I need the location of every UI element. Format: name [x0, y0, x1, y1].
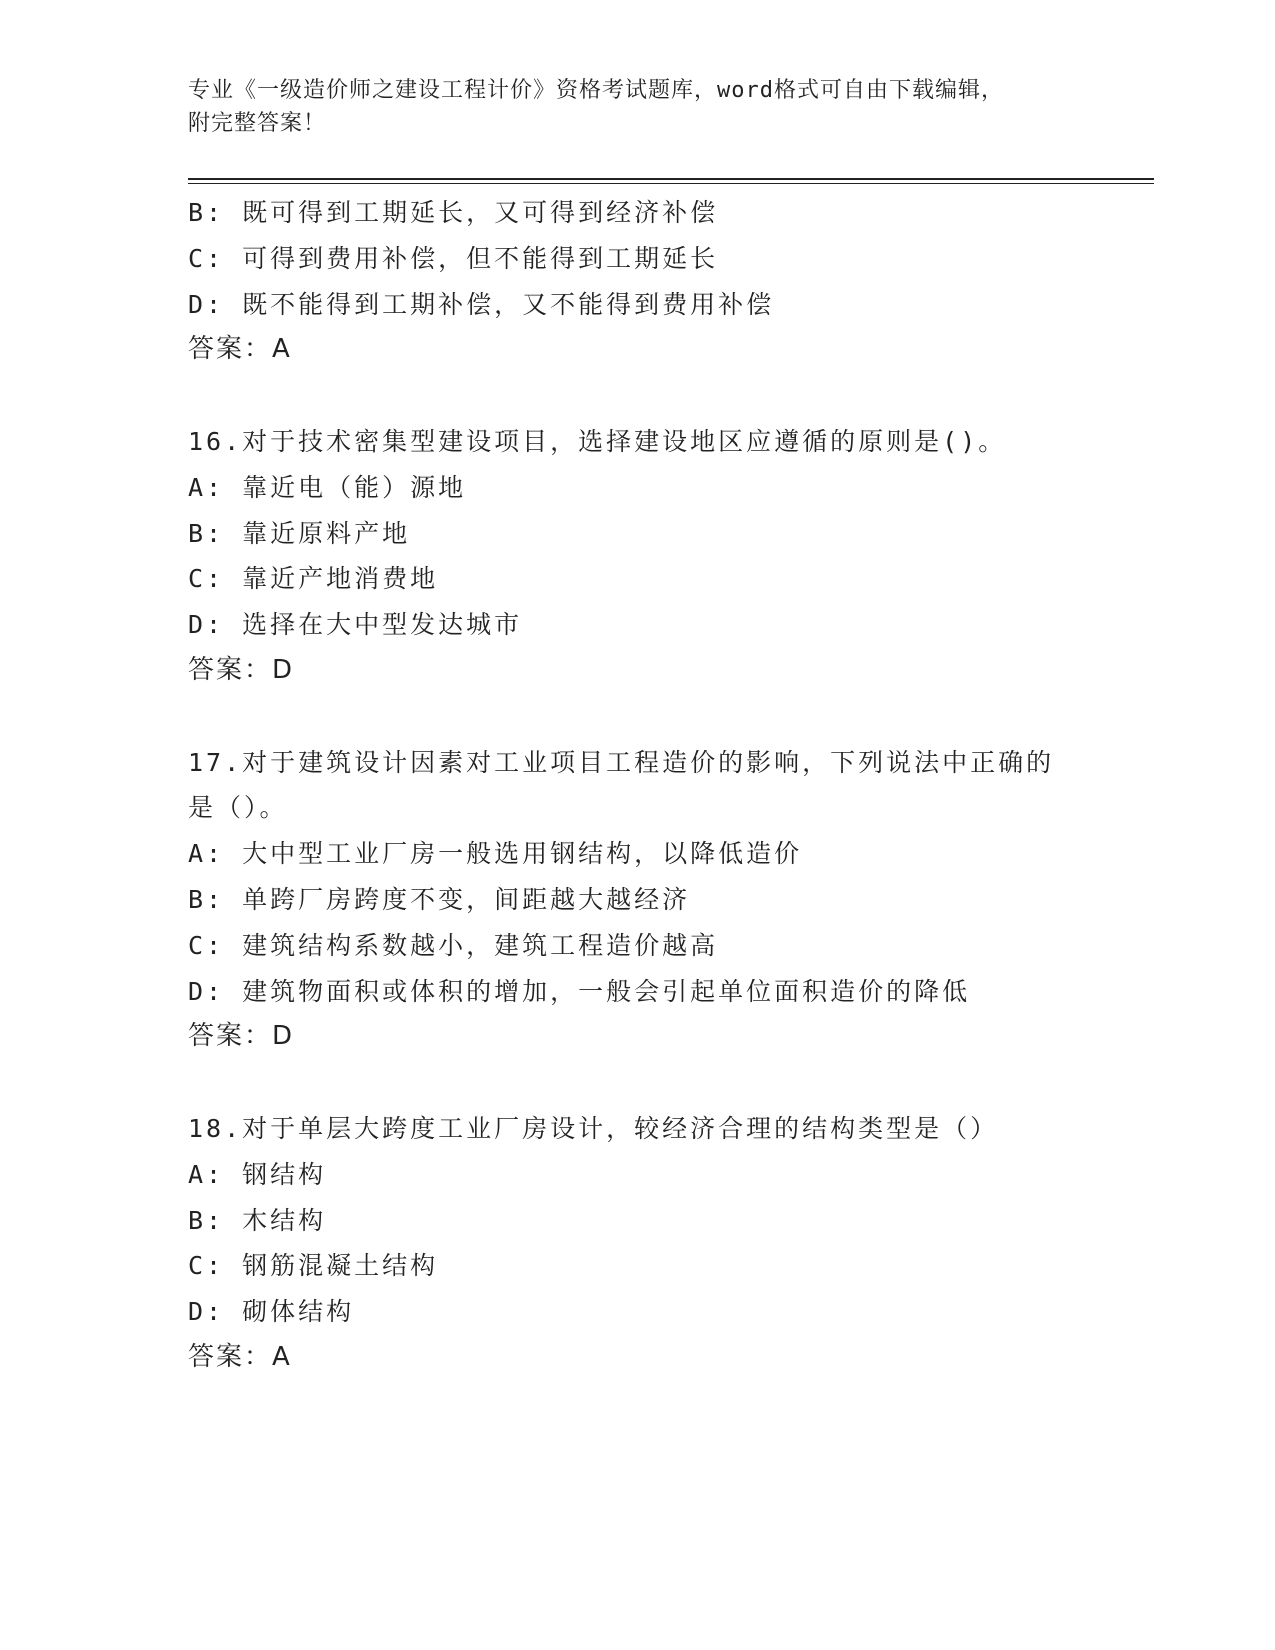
option-d: D: 选择在大中型发达城市 — [188, 610, 523, 640]
answer-line: 答案：A — [188, 1341, 292, 1372]
option-a: A: 钢结构 — [188, 1159, 327, 1189]
option-b: B: 靠近原料产地 — [188, 518, 411, 548]
option-a: A: 靠近电（能）源地 — [188, 472, 467, 502]
option-d: D: 既不能得到工期补偿，又不能得到费用补偿 — [188, 289, 775, 319]
question-stem-continued: 是（）。 — [188, 793, 288, 823]
spacer — [188, 1060, 1138, 1106]
spacer — [188, 694, 1138, 740]
option-c: C: 靠近产地消费地 — [188, 564, 439, 594]
document-header — [188, 74, 1088, 140]
option-c: C: 可得到费用补偿，但不能得到工期延长 — [188, 243, 719, 273]
question-content — [188, 190, 1138, 1381]
question-17 — [188, 740, 1138, 1061]
option-a: A: 大中型工业厂房一般选用钢结构，以降低造价 — [188, 839, 803, 869]
option-d: D: 建筑物面积或体积的增加，一般会引起单位面积造价的降低 — [188, 976, 971, 1006]
question-stem: 16.对于技术密集型建设项目，选择建设地区应遵循的原则是()。 — [188, 426, 1007, 456]
option-b: B: 木结构 — [188, 1205, 327, 1235]
question-stem: 17.对于建筑设计因素对工业项目工程造价的影响，下列说法中正确的 — [188, 747, 1055, 777]
option-c: C: 建筑结构系数越小，建筑工程造价越高 — [188, 930, 719, 960]
option-b: B: 既可得到工期延长，又可得到经济补偿 — [188, 198, 719, 227]
option-d: D: 砌体结构 — [188, 1297, 355, 1327]
answer-line: 答案：A — [188, 334, 292, 365]
question-18 — [188, 1106, 1138, 1381]
answer-line: 答案：D — [188, 654, 295, 685]
question-16 — [188, 419, 1138, 694]
header-line-2: 附完整答案！ — [188, 111, 327, 136]
header-divider-thick — [188, 178, 1154, 180]
spacer — [188, 373, 1138, 419]
header-line-1: 专业《一级造价师之建设工程计价》资格考试题库，word格式可自由下载编辑， — [188, 78, 1004, 103]
answer-line: 答案：D — [188, 1021, 295, 1052]
question-stem: 18.对于单层大跨度工业厂房设计，较经济合理的结构类型是（） — [188, 1113, 999, 1143]
option-b: B: 单跨厂房跨度不变，间距越大越经济 — [188, 884, 691, 914]
header-divider-thin — [188, 183, 1154, 184]
previous-question-continuation — [188, 190, 1138, 373]
option-c: C: 钢筋混凝土结构 — [188, 1251, 439, 1281]
